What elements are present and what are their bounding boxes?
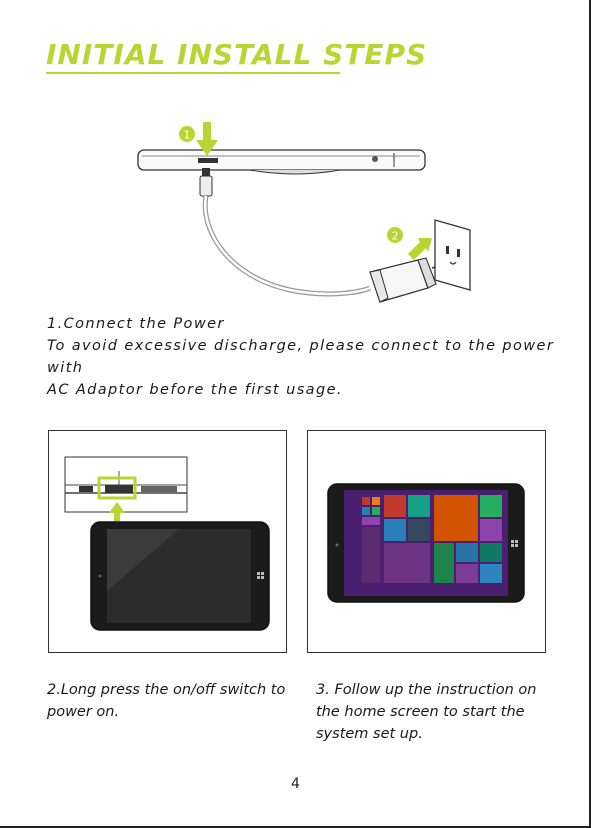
charging-cable xyxy=(205,196,370,294)
marker-1-label: 1 xyxy=(183,128,191,142)
tablet-edge-zoom xyxy=(65,457,187,512)
page-title: INITIAL INSTALL STEPS xyxy=(46,38,428,71)
power-on-illustration xyxy=(49,431,286,652)
home-screen-panel xyxy=(307,430,546,653)
step2-caption: 2.Long press the on/off switch to power on. xyxy=(47,682,286,720)
wall-socket xyxy=(435,220,470,290)
step1-body-line-1: To avoid excessive discharge, please connect to the power with xyxy=(47,338,555,376)
plug-in-arrow-icon xyxy=(408,238,432,260)
step-marker-1 xyxy=(179,126,195,142)
tablet-front-dark xyxy=(91,522,269,630)
power-on-panel xyxy=(48,430,287,653)
usb-plug xyxy=(200,168,212,196)
title-underline xyxy=(46,72,340,74)
step1-instructions xyxy=(47,313,567,401)
step1-heading: 1.Connect the Power xyxy=(47,316,225,332)
step3-caption: 3. Follow up the instruction on the home screen to start the system set up. xyxy=(316,682,537,742)
marker-2-label: 2 xyxy=(391,229,399,243)
connect-power-illustration xyxy=(130,112,475,307)
ac-adaptor xyxy=(370,258,445,302)
tablet-side-view xyxy=(138,150,425,174)
page-number: 4 xyxy=(291,776,300,792)
step1-body-line-2: AC Adaptor before the first usage. xyxy=(47,382,343,398)
step-marker-2 xyxy=(387,227,403,243)
home-screen-illustration xyxy=(308,431,545,652)
